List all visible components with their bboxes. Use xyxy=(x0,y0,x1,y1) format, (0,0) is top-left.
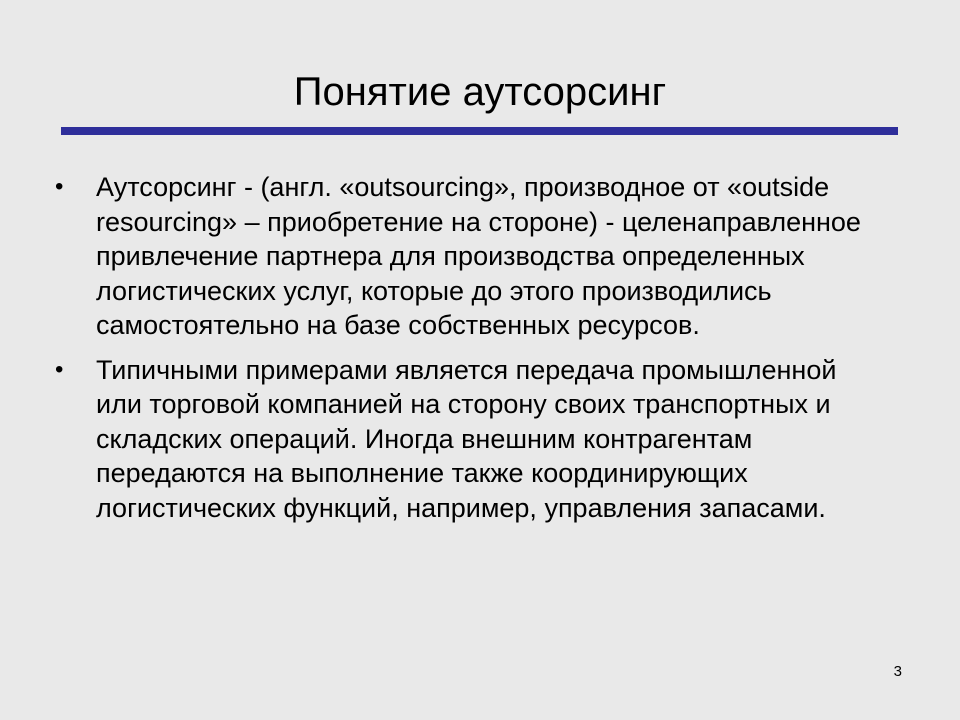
bullet-item xyxy=(55,353,885,526)
bullet-dot-icon: • xyxy=(55,173,64,200)
page-number: 3 xyxy=(893,663,902,680)
bullet-dot-icon: • xyxy=(55,355,64,383)
bullet-text: Аутсорсинг - (англ. «outsourcing», производное от «outside resourcing» – приобретение на стороне) - целенаправленное привлечение партнера для производства определенных логистических услуг, которые до этого производились самостоятельно на базе собственных ресурсов. xyxy=(96,172,861,340)
bullet-text: Типичными примерами является передача промышленной или торговой компанией на сторону своих транспортных и складских операций. Иногда внешним контрагентам передаются на выполнение также координирующих логистических функций, например, управления запасами. xyxy=(96,354,837,523)
title-divider xyxy=(61,127,898,135)
slide-title: Понятие аутсорсинг xyxy=(293,70,667,114)
bullet-list xyxy=(55,170,885,535)
bullet-item xyxy=(55,170,885,343)
